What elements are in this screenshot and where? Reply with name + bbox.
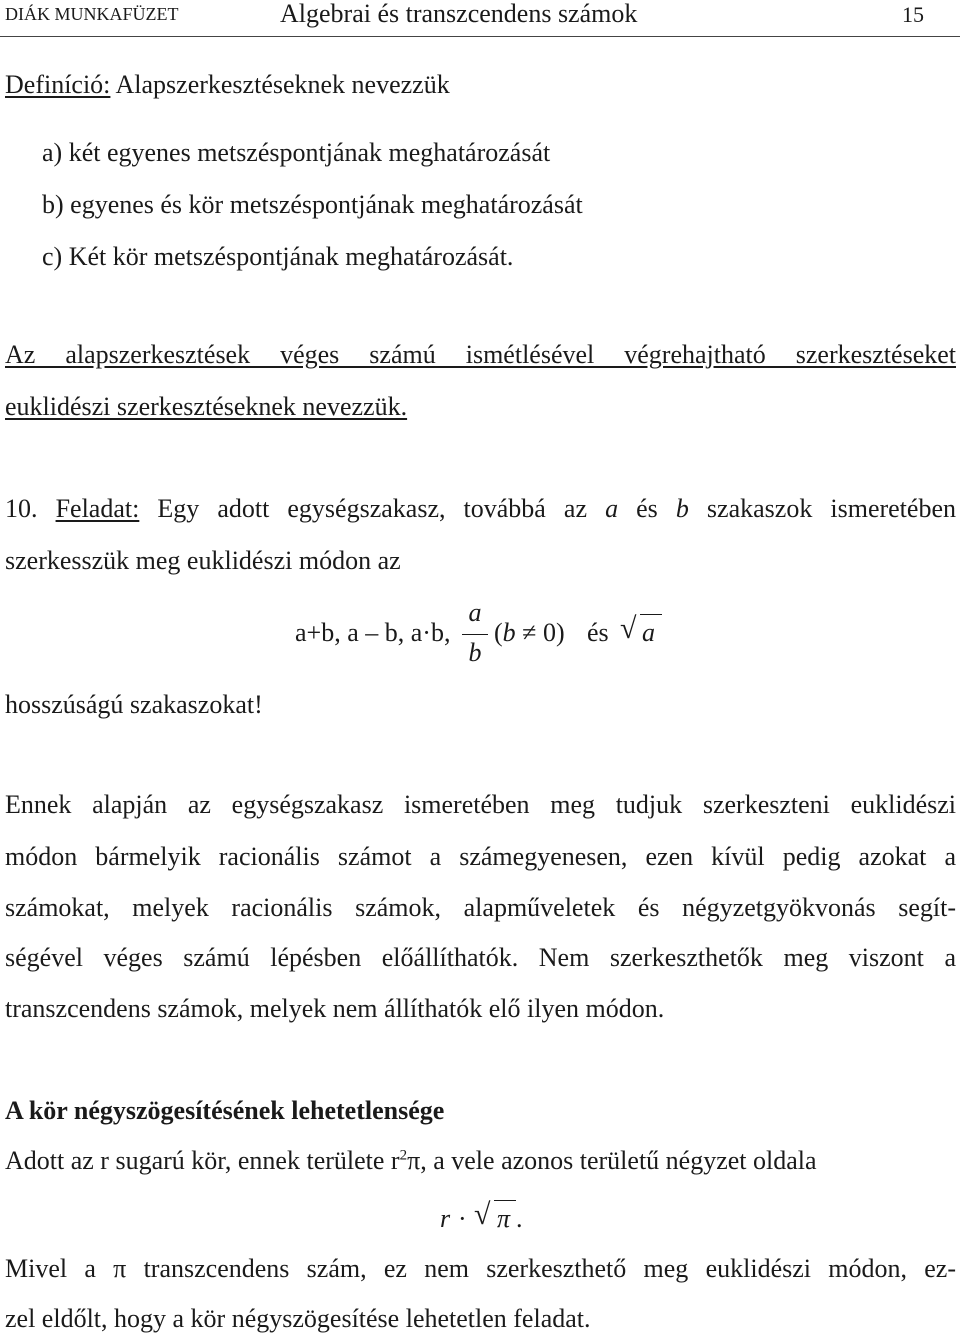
sqrt-bar xyxy=(494,1200,516,1201)
definition-item-a: a) két egyenes metszéspontjának meghatározását xyxy=(42,138,551,167)
page-number: 15 xyxy=(902,2,924,27)
formula-period: . xyxy=(516,1204,523,1233)
header-divider xyxy=(0,36,960,37)
fraction-denominator: b xyxy=(468,638,482,667)
definition-intro: Alapszerkesztéseknek nevezzük xyxy=(115,70,450,99)
formula-pi: π xyxy=(497,1204,511,1233)
formula-list: a+b, a – b, a·b, xyxy=(295,618,451,647)
task-text: és xyxy=(636,494,658,523)
closing-line-2: zel eldőlt, hogy a kör négyszögesítése lehetetlen feladat. xyxy=(5,1304,591,1333)
paren-close: ) xyxy=(555,618,565,647)
var-a: a xyxy=(605,494,619,523)
cond-var-b: b xyxy=(502,618,516,647)
paragraph-line-1: Ennek alapján az egységszakasz ismeretében meg tudjuk szerkeszteni euklidészi xyxy=(5,790,956,819)
fraction-numerator: a xyxy=(468,598,482,627)
paragraph-line-4: ségével véges számú lépésben előállíthatók. Nem szerkeszthetők meg viszont a xyxy=(5,943,956,972)
definition-item-b: b) egyenes és kör metszéspontjának meghatározását xyxy=(42,190,583,219)
definition-label: Definíció: xyxy=(5,70,111,99)
section-text: Adott az r sugarú kör, ennek területe r xyxy=(5,1146,400,1175)
task-line-1 xyxy=(5,494,956,524)
sqrt-icon: √ xyxy=(474,1198,491,1231)
task-line-3: hosszúságú szakaszokat! xyxy=(5,690,263,719)
section-heading: A kör négyszögesítésének lehetetlensége xyxy=(5,1096,445,1125)
section-line-1 xyxy=(5,1146,817,1176)
header-title: Algebrai és transzcendens számok xyxy=(280,0,638,28)
header-workbook-label: DIÁK MUNKAFÜZET xyxy=(5,4,179,24)
sqrt-icon: √ xyxy=(620,612,637,645)
cond-not-equal: ≠ 0 xyxy=(522,618,556,647)
paragraph-line-2: módon bármelyik racionális számot a számegyenesen, ezen kívül pedig azokat a xyxy=(5,842,956,871)
fraction-bar xyxy=(462,634,488,635)
task-label: Feladat: xyxy=(55,494,140,523)
condition xyxy=(494,618,565,648)
task-text: Egy adott egységszakasz, továbbá az xyxy=(157,494,587,523)
task-number: 10. xyxy=(5,494,38,523)
definition-underlined-line-2: euklidészi szerkesztéseknek nevezzük. xyxy=(5,392,408,421)
definition-item-c: c) Két kör metszéspontjának meghatározását. xyxy=(42,242,514,271)
sqrt-bar xyxy=(640,614,662,615)
task-line-2: szerkesszük meg euklidészi módon az xyxy=(5,546,401,575)
paragraph-line-5: transzcendens számok, melyek nem állíthatók elő ilyen módon. xyxy=(5,994,665,1023)
formula-r: r xyxy=(440,1204,451,1233)
var-b: b xyxy=(675,494,689,523)
superscript-2: 2 xyxy=(399,1147,408,1164)
sqrt-argument: a xyxy=(642,618,655,647)
definition-line xyxy=(5,70,450,100)
definition-underlined-line-1: Az alapszerkesztések véges számú ismétlésével végrehajtható szerkesztéseket xyxy=(5,340,956,369)
paragraph-line-3: számokat, melyek racionális számok, alapműveletek és négyzetgyökvonás segít- xyxy=(5,893,956,922)
formula-dot: · xyxy=(458,1204,467,1233)
task-text: szakaszok ismeretében xyxy=(706,494,956,523)
section-text: π, a vele azonos területű négyzet oldala xyxy=(407,1146,817,1175)
closing-line-1: Mivel a π transzcendens szám, ez nem szerkeszthető meg euklidészi módon, ez- xyxy=(5,1254,956,1283)
and-word: és xyxy=(587,618,609,647)
paren-open: ( xyxy=(494,618,503,647)
